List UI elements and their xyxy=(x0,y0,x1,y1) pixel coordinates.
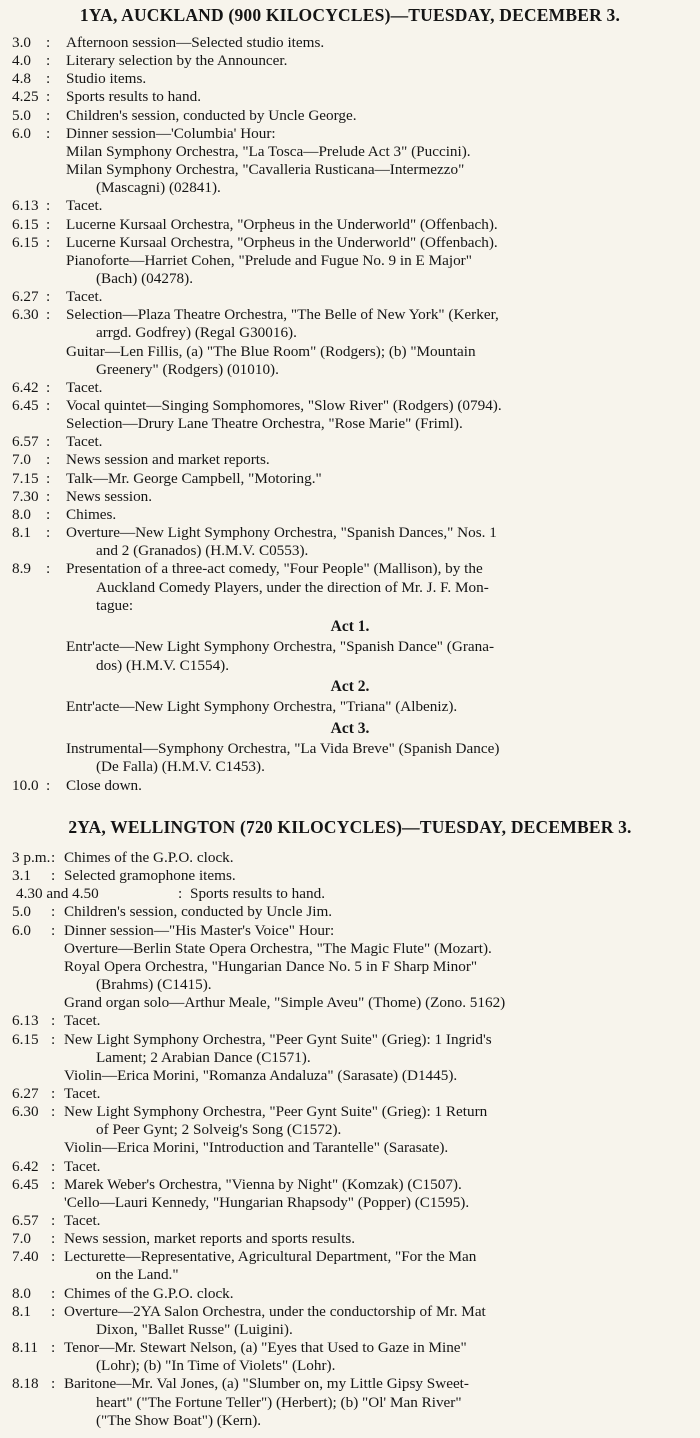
programme-line xyxy=(0,216,700,234)
colon-separator: : xyxy=(46,106,51,124)
colon-separator: : xyxy=(46,524,51,542)
colon-separator: : xyxy=(46,306,51,324)
entry-text: Children's session, conducted by Uncle Jim. xyxy=(64,903,333,921)
colon-separator: : xyxy=(46,505,51,523)
time-label: 4.25 xyxy=(12,88,39,106)
time-label: 3.1 xyxy=(12,867,31,885)
entry-text: Dinner session—'Columbia' Hour: xyxy=(66,124,276,142)
time-label: 6.0 xyxy=(12,921,31,939)
time-label: 6.27 xyxy=(12,288,39,306)
programme-line xyxy=(0,197,700,215)
entry-text: Milan Symphony Orchestra, "La Tosca—Prelude Act 3" (Puccini). xyxy=(66,142,471,160)
entry-text-wrap: dos) (H.M.V. C1554). xyxy=(96,656,230,674)
colon-separator: : xyxy=(51,1103,56,1121)
colon-separator: : xyxy=(51,1375,56,1393)
entry-text: Violin—Erica Morini, "Romanza Andaluza" (Sarasate) (D1445). xyxy=(64,1066,458,1084)
programme-line xyxy=(0,433,700,451)
colon-separator: : xyxy=(51,1084,56,1102)
entry-text: Entr'acte—New Light Symphony Orchestra, "Spanish Dance" (Grana- xyxy=(66,638,495,656)
programme-line xyxy=(0,849,700,867)
entry-text: Selected gramophone items. xyxy=(64,867,236,885)
programme-line xyxy=(0,657,700,675)
programme-line xyxy=(0,1031,700,1049)
colon-separator: : xyxy=(46,378,51,396)
time-label: 6.0 xyxy=(12,124,31,142)
entry-text: Lecturette—Representative, Agricultural Department, "For the Man xyxy=(64,1248,477,1266)
programme-line xyxy=(0,1357,700,1375)
entry-text: Tacet. xyxy=(66,197,103,215)
programme-line xyxy=(0,52,700,70)
entry-text: Chimes of the G.P.O. clock. xyxy=(64,849,234,866)
act-heading: Act 3. xyxy=(330,720,370,738)
entry-text: Talk—Mr. George Campbell, "Motoring." xyxy=(66,469,322,487)
programme-line xyxy=(0,1212,700,1230)
entry-text-wrap: tague: xyxy=(96,596,134,614)
programme-line xyxy=(0,542,700,560)
colon-separator: : xyxy=(46,776,51,794)
programme-line xyxy=(0,1121,700,1139)
programme-line xyxy=(0,179,700,197)
entry-text: Tacet. xyxy=(66,288,103,306)
time-label: 6.42 xyxy=(12,1157,39,1175)
programme-line xyxy=(0,343,700,361)
entry-text: Pianoforte—Harriet Cohen, "Prelude and Fugue No. 9 in E Major" xyxy=(66,251,472,269)
programme-line xyxy=(0,1375,700,1393)
programme-line xyxy=(0,1339,700,1357)
time-label: 8.18 xyxy=(12,1375,39,1393)
colon-separator: : xyxy=(51,1248,56,1266)
time-label: 4.0 xyxy=(12,52,31,70)
programme-line xyxy=(0,1012,700,1030)
colon-separator: : xyxy=(51,1157,56,1175)
entry-text: Tacet. xyxy=(66,433,103,451)
time-label: 5.0 xyxy=(12,903,31,921)
programme-line xyxy=(0,1085,700,1103)
programme-line xyxy=(0,415,700,433)
programme-line xyxy=(0,1412,700,1430)
entry-text: Chimes of the G.P.O. clock. xyxy=(64,1284,234,1302)
entry-text: Marek Weber's Orchestra, "Vienna by Night" (Komzak) (C1507). xyxy=(64,1175,462,1193)
entry-text-wrap: Auckland Comedy Players, under the direction of Mr. J. F. Mon- xyxy=(96,578,489,596)
programme-line xyxy=(0,252,700,270)
programme-line xyxy=(0,885,700,903)
programme-line xyxy=(0,1103,700,1121)
entry-text-wrap: heart" ("The Fortune Teller") (Herbert); (b) "Ol' Man River" xyxy=(96,1393,462,1411)
colon-separator: : xyxy=(46,433,51,451)
time-label: 8.9 xyxy=(12,560,31,578)
colon-separator: : xyxy=(46,451,51,469)
programme-line xyxy=(0,1067,700,1085)
time-label: 8.0 xyxy=(12,1284,31,1302)
programme-line xyxy=(0,107,700,125)
entry-text: Overture—New Light Symphony Orchestra, "Spanish Dances," Nos. 1 xyxy=(66,524,497,542)
colon-separator: : xyxy=(46,88,51,106)
entry-text: Tacet. xyxy=(64,1212,101,1229)
programme-line xyxy=(0,1139,700,1157)
programme-line xyxy=(0,867,700,885)
time-label: 8.0 xyxy=(12,505,31,523)
colon-separator: : xyxy=(46,52,51,70)
section-heading: 1YA, AUCKLAND (900 KILOCYCLES)—TUESDAY, DECEMBER 3. xyxy=(79,5,621,25)
colon-separator: : xyxy=(51,921,56,939)
colon-separator: : xyxy=(51,903,56,921)
time-label: 6.15 xyxy=(12,233,39,251)
programme-line xyxy=(0,306,700,324)
programme-line xyxy=(0,597,700,615)
time-label: 8.1 xyxy=(12,524,31,542)
time-label: 6.57 xyxy=(12,1212,39,1229)
entry-text: Literary selection by the Announcer. xyxy=(66,52,288,70)
entry-text: Sports results to hand. xyxy=(190,885,325,903)
entry-text-wrap: (De Falla) (H.M.V. C1453). xyxy=(96,758,265,776)
colon-separator: : xyxy=(46,397,51,414)
time-label: 6.57 xyxy=(12,433,39,451)
programme-line xyxy=(0,488,700,506)
programme-line xyxy=(0,34,700,52)
programme-line xyxy=(0,1176,700,1194)
time-label: 4.8 xyxy=(12,70,31,88)
programme-line xyxy=(0,88,700,106)
time-label: 6.30 xyxy=(12,306,39,324)
programme-line xyxy=(0,1303,700,1321)
time-label: 3 p.m. xyxy=(12,849,51,866)
entry-text: Close down. xyxy=(66,776,142,794)
entry-text: New Light Symphony Orchestra, "Peer Gynt Suite" (Grieg): 1 Ingrid's xyxy=(64,1030,492,1048)
colon-separator: : xyxy=(46,560,51,578)
time-label: 8.11 xyxy=(12,1339,39,1357)
time-label: 6.30 xyxy=(12,1103,39,1121)
time-label: 7.0 xyxy=(12,1230,31,1248)
programme-line xyxy=(0,758,700,776)
time-label: 6.15 xyxy=(12,1030,39,1048)
time-label: 7.15 xyxy=(12,469,39,487)
programme-line xyxy=(0,1266,700,1284)
time-label: 7.40 xyxy=(12,1248,39,1266)
entry-text: Children's session, conducted by Uncle George. xyxy=(66,106,357,124)
colon-separator: : xyxy=(46,70,51,88)
entry-text: Presentation of a three-act comedy, "Four People" (Mallison), by the xyxy=(66,560,483,578)
programme-line xyxy=(0,470,700,488)
colon-separator: : xyxy=(51,849,56,866)
entry-text: Tacet. xyxy=(66,378,103,396)
entry-text-wrap: on the Land." xyxy=(96,1266,179,1284)
time-label: 8.1 xyxy=(12,1302,31,1320)
entry-text-wrap: (Mascagni) (02841). xyxy=(96,179,221,197)
programme-line xyxy=(0,379,700,397)
programme-line xyxy=(0,70,700,88)
programme-line xyxy=(0,506,700,524)
entry-text: Lucerne Kursaal Orchestra, "Orpheus in the Underworld" (Offenbach). xyxy=(66,215,498,233)
entry-text-wrap: (Brahms) (C1415). xyxy=(96,976,212,994)
colon-separator: : xyxy=(51,1175,56,1193)
entry-text: Sports results to hand. xyxy=(66,88,201,106)
entry-text: New Light Symphony Orchestra, "Peer Gynt Suite" (Grieg): 1 Return xyxy=(64,1103,488,1121)
time-label: 10.0 xyxy=(12,776,39,794)
entry-text-wrap: (Lohr); (b) "In Time of Violets" (Lohr). xyxy=(96,1357,336,1375)
entry-text-wrap: and 2 (Granados) (H.M.V. C0553). xyxy=(96,542,309,560)
programme-line xyxy=(0,1230,700,1248)
colon-separator: : xyxy=(51,1012,56,1030)
programme-line xyxy=(0,740,700,758)
time-label: 3.0 xyxy=(12,34,31,51)
programme-line xyxy=(0,638,700,656)
colon-separator: : xyxy=(46,487,51,505)
colon-separator: : xyxy=(46,197,51,215)
colon-separator: : xyxy=(51,1339,56,1357)
programme-line xyxy=(0,940,700,958)
colon-separator: : xyxy=(46,34,51,51)
programme-line xyxy=(0,1394,700,1412)
section-heading: 2YA, WELLINGTON (720 KILOCYCLES)—TUESDAY, DECEMBER 3. xyxy=(68,817,632,837)
entry-text: 'Cello—Lauri Kennedy, "Hungarian Rhapsody" (Popper) (C1595). xyxy=(64,1193,470,1211)
programme-line xyxy=(0,397,700,415)
colon-separator: : xyxy=(51,1302,56,1320)
entry-text-wrap: Greenery" (Rodgers) (01010). xyxy=(96,360,279,378)
entry-text-wrap: ("The Show Boat") (Kern). xyxy=(96,1411,262,1429)
entry-text: Milan Symphony Orchestra, "Cavalleria Rusticana—Intermezzo" xyxy=(66,161,465,179)
colon-separator: : xyxy=(46,288,51,306)
time-label: 6.42 xyxy=(12,378,39,396)
colon-separator: : xyxy=(46,215,51,233)
programme-line xyxy=(0,976,700,994)
entry-text: News session, market reports and sports results. xyxy=(64,1230,356,1248)
entry-text-wrap: arrgd. Godfrey) (Regal G30016). xyxy=(96,324,297,342)
entry-text: Tacet. xyxy=(64,1012,101,1030)
entry-text: Tacet. xyxy=(64,1084,101,1102)
colon-separator: : xyxy=(51,1212,56,1229)
programme-line xyxy=(0,1049,700,1067)
entry-text: Violin—Erica Morini, "Introduction and Tarantelle" (Sarasate). xyxy=(64,1139,449,1157)
programme-line xyxy=(0,324,700,342)
act-heading: Act 2. xyxy=(330,678,370,696)
entry-text: Entr'acte—New Light Symphony Orchestra, "Triana" (Albeniz). xyxy=(66,698,458,716)
time-label: 4.30 and 4.50 xyxy=(16,885,99,903)
entry-text: Overture—Berlin State Opera Orchestra, "The Magic Flute" (Mozart). xyxy=(64,939,492,957)
programme-line xyxy=(0,1285,700,1303)
programme-line xyxy=(0,1321,700,1339)
programme-line xyxy=(0,524,700,542)
entry-text: Guitar—Len Fillis, (a) "The Blue Room" (Rodgers); (b) "Mountain xyxy=(66,342,476,360)
entry-text-wrap: Lament; 2 Arabian Dance (C1571). xyxy=(96,1048,311,1066)
colon-separator: : xyxy=(51,1230,56,1248)
entry-text: Lucerne Kursaal Orchestra, "Orpheus in the Underworld" (Offenbach). xyxy=(66,233,498,251)
entry-text: Dinner session—"His Master's Voice" Hour: xyxy=(64,921,335,939)
time-label: 6.45 xyxy=(12,1175,39,1193)
programme-line xyxy=(0,922,700,940)
programme-line xyxy=(0,288,700,306)
entry-text: Baritone—Mr. Val Jones, (a) "Slumber on, my Little Gipsy Sweet- xyxy=(64,1375,469,1393)
time-label: 7.0 xyxy=(12,451,31,469)
colon-separator: : xyxy=(46,469,51,487)
entry-text: Instrumental—Symphony Orchestra, "La Vida Breve" (Spanish Dance) xyxy=(66,740,500,758)
entry-text: Tenor—Mr. Stewart Nelson, (a) "Eyes that Used to Gaze in Mine" xyxy=(64,1339,467,1357)
programme-line xyxy=(0,903,700,921)
time-label: 7.30 xyxy=(12,487,39,505)
programme-line xyxy=(0,1248,700,1266)
entry-text: Vocal quintet—Singing Somphomores, "Slow River" (Rodgers) (0794). xyxy=(66,397,502,414)
programme-line xyxy=(0,958,700,976)
entry-text: Overture—2YA Salon Orchestra, under the conductorship of Mr. Mat xyxy=(64,1302,486,1320)
colon-separator: : xyxy=(46,124,51,142)
entry-text-wrap: of Peer Gynt; 2 Solveig's Song (C1572). xyxy=(96,1121,342,1139)
programme-line xyxy=(0,994,700,1012)
entry-text: Selection—Drury Lane Theatre Orchestra, "Rose Marie" (Friml). xyxy=(66,415,463,433)
programme-line xyxy=(0,451,700,469)
programme-line xyxy=(0,361,700,379)
programme-line xyxy=(0,270,700,288)
programme-line xyxy=(0,234,700,252)
time-label: 6.27 xyxy=(12,1084,39,1102)
colon-separator: : xyxy=(51,867,56,885)
programme-line xyxy=(0,1194,700,1212)
entry-text: Studio items. xyxy=(66,70,147,88)
colon-separator: : xyxy=(51,1030,56,1048)
programme-line xyxy=(0,560,700,578)
entry-text: News session. xyxy=(66,487,153,505)
programme-line xyxy=(0,1158,700,1176)
entry-text: Royal Opera Orchestra, "Hungarian Dance No. 5 in F Sharp Minor" xyxy=(64,957,478,975)
time-label: 6.15 xyxy=(12,215,39,233)
entry-text: Tacet. xyxy=(64,1157,101,1175)
time-label: 6.45 xyxy=(12,397,39,414)
entry-text: Afternoon session—Selected studio items. xyxy=(66,34,325,51)
entry-text-wrap: (Bach) (04278). xyxy=(96,269,193,287)
time-label: 6.13 xyxy=(12,1012,39,1030)
entry-text: Chimes. xyxy=(66,505,117,523)
programme-line xyxy=(0,698,700,716)
entry-text: News session and market reports. xyxy=(66,451,270,469)
entry-text: Selection—Plaza Theatre Orchestra, "The Belle of New York" (Kerker, xyxy=(66,306,499,324)
programme-line xyxy=(0,125,700,143)
programme-line xyxy=(0,161,700,179)
act-heading: Act 1. xyxy=(330,618,370,636)
time-label: 5.0 xyxy=(12,106,31,124)
colon-separator: : xyxy=(46,233,51,251)
entry-text: Grand organ solo—Arthur Meale, "Simple Aveu" (Thome) (Zono. 5162) xyxy=(64,994,506,1012)
programme-line xyxy=(0,777,700,795)
entry-text-wrap: Dixon, "Ballet Russe" (Luigini). xyxy=(96,1320,293,1338)
programme-line xyxy=(0,143,700,161)
colon-separator: : xyxy=(178,885,183,903)
programme-line xyxy=(0,579,700,597)
colon-separator: : xyxy=(51,1284,56,1302)
time-label: 6.13 xyxy=(12,197,39,215)
